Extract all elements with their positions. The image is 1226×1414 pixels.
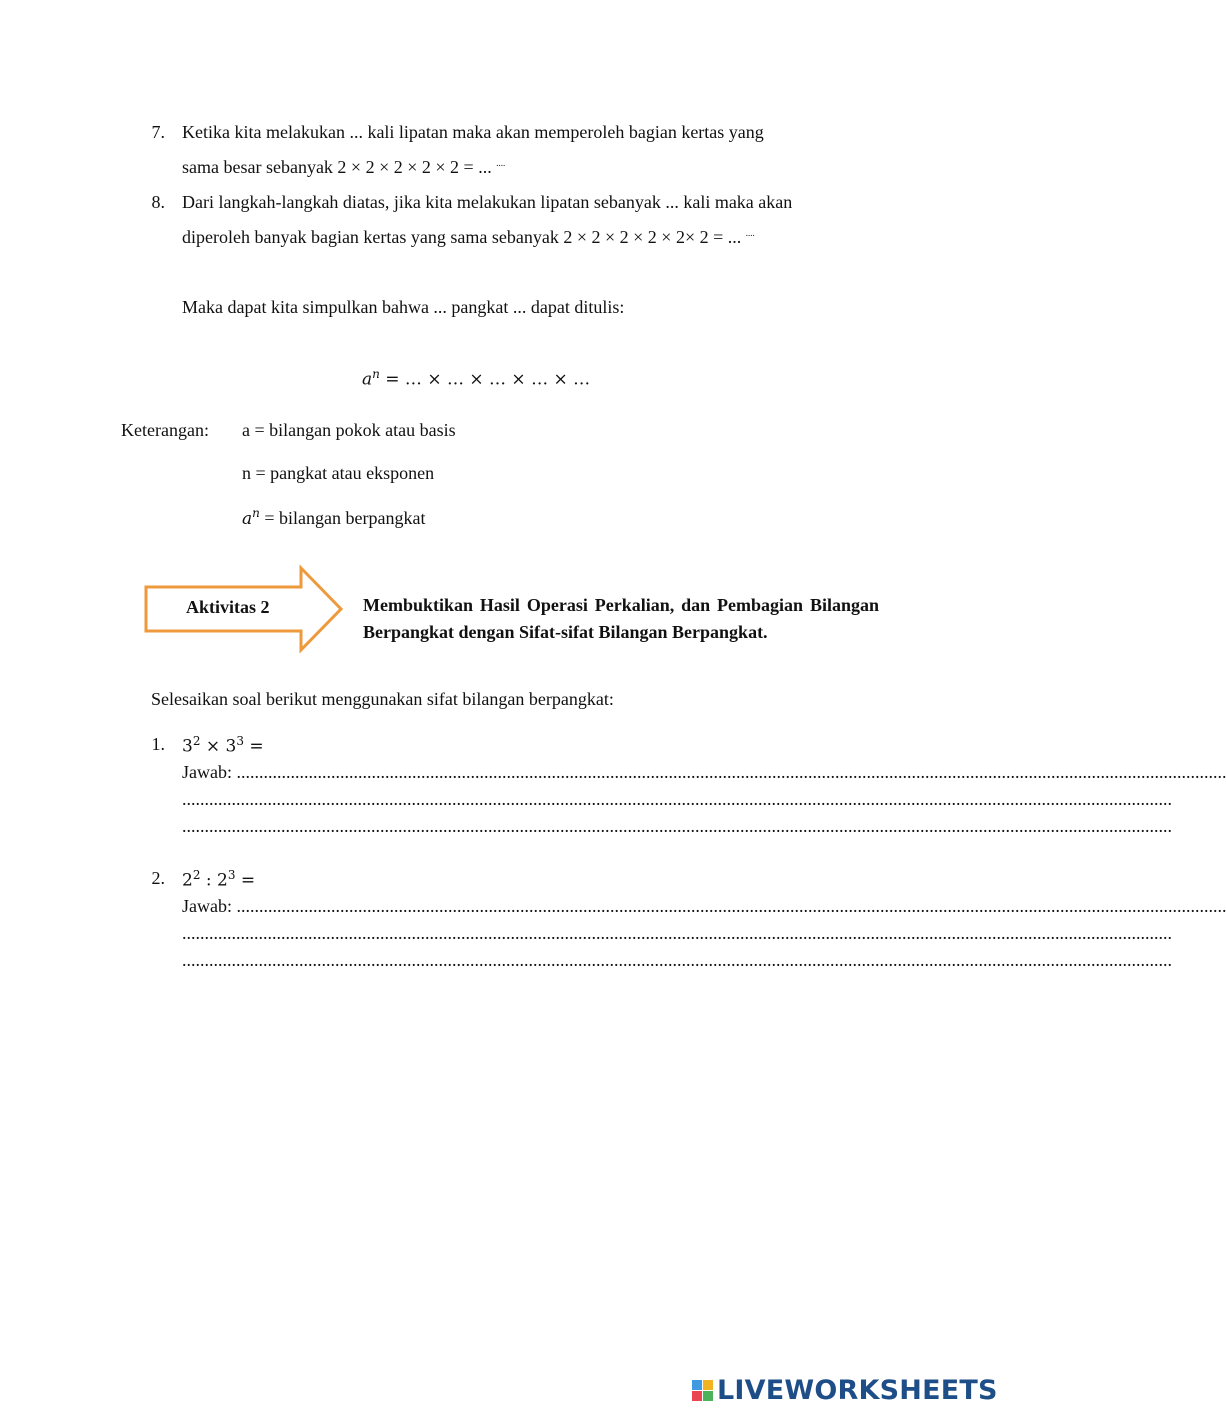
q2-exp-2: 3 <box>227 868 236 882</box>
q2-exp-1: 2 <box>192 868 201 882</box>
q1-exp-2: 3 <box>236 734 244 748</box>
q1-base-2: 3 <box>225 736 237 757</box>
legend-power-base: a <box>242 509 253 529</box>
formula-base: a <box>362 369 373 390</box>
activity-title: Membuktikan Hasil Operasi Perkalian, dan Pembagian Bilangan Berpangkat dengan Sifat-sifat Bilangan Berpangkat. <box>363 595 879 642</box>
legend-power-text: = bilangan berpangkat <box>259 508 426 528</box>
item-8-line-2 <box>182 227 755 248</box>
legend-row-exponent: n = pangkat atau eksponen <box>242 463 435 483</box>
question-1-answer-line-3[interactable]: ............................................................................................................................................................................................................................ <box>182 816 1172 836</box>
legend-row-power <box>242 506 425 529</box>
formula-rhs: = … × … × … × … × … <box>379 369 591 390</box>
power-formula <box>362 367 590 390</box>
question-1-answer-line-2[interactable]: ............................................................................................................................................................................................................................ <box>182 789 1172 809</box>
q1-base-1: 3 <box>182 736 193 757</box>
q1-exp-1: 2 <box>192 734 201 748</box>
item-8-ellipsis-mark: .... <box>745 228 755 238</box>
q2-operator: : <box>200 870 218 891</box>
formula-exponent: n <box>372 367 380 381</box>
question-2-answer-label: Jawab: <box>182 896 237 916</box>
question-2-expression <box>182 868 255 891</box>
question-2-answer-line-1[interactable]: Jawab: ............................................................................................................................................................................................................................ <box>182 896 1226 916</box>
item-7-line-1: Ketika kita melakukan ... kali lipatan maka akan memperoleh bagian kertas yang <box>182 122 764 142</box>
liveworksheets-logo-icon <box>692 1380 713 1401</box>
q1-equals: = <box>244 736 264 757</box>
activity-label: Aktivitas 2 <box>186 597 270 617</box>
item-8-line-2-text: diperoleh banyak bagian kertas yang sama sebanyak 2 × 2 × 2 × 2 × 2× 2 = ... <box>182 227 746 247</box>
question-1-answer-line-1[interactable]: Jawab: ............................................................................................................................................................................................................................ <box>182 762 1226 782</box>
legend-label: Keterangan: <box>121 420 209 440</box>
question-2-answer-line-2[interactable]: ............................................................................................................................................................................................................................ <box>182 923 1172 943</box>
legend-row-base: a = bilangan pokok atau basis <box>242 420 456 440</box>
question-1-answer-label: Jawab: <box>182 762 237 782</box>
q2-equals: = <box>235 870 256 891</box>
legend-power-exponent: n <box>252 506 260 520</box>
q2-base-2: 2 <box>217 870 228 891</box>
instruction-text: Selesaikan soal berikut menggunakan sifat bilangan berpangkat: <box>151 689 614 709</box>
question-1-number: 1. <box>151 734 165 754</box>
question-2-number: 2. <box>151 868 165 888</box>
item-7-line-2 <box>182 157 505 178</box>
item-7-number: 7. <box>151 122 165 142</box>
q1-operator: × <box>200 736 226 757</box>
question-2-answer-line-3[interactable]: ............................................................................................................................................................................................................................ <box>182 950 1172 970</box>
item-7-line-2-text: sama besar sebanyak 2 × 2 × 2 × 2 × 2 = ... <box>182 157 497 177</box>
item-8-line-1: Dari langkah-langkah diatas, jika kita melakukan lipatan sebanyak ... kali maka akan <box>182 192 793 212</box>
question-1-expression <box>182 734 264 757</box>
item-7-ellipsis-mark: .... <box>496 158 506 168</box>
item-8-number: 8. <box>151 192 165 212</box>
liveworksheets-logo[interactable] <box>692 1374 998 1406</box>
conclusion-text: Maka dapat kita simpulkan bahwa ... pangkat ... dapat ditulis: <box>182 297 625 317</box>
liveworksheets-brand: LIVEWORKSHEETS <box>717 1374 998 1406</box>
q2-base-1: 2 <box>182 870 193 891</box>
